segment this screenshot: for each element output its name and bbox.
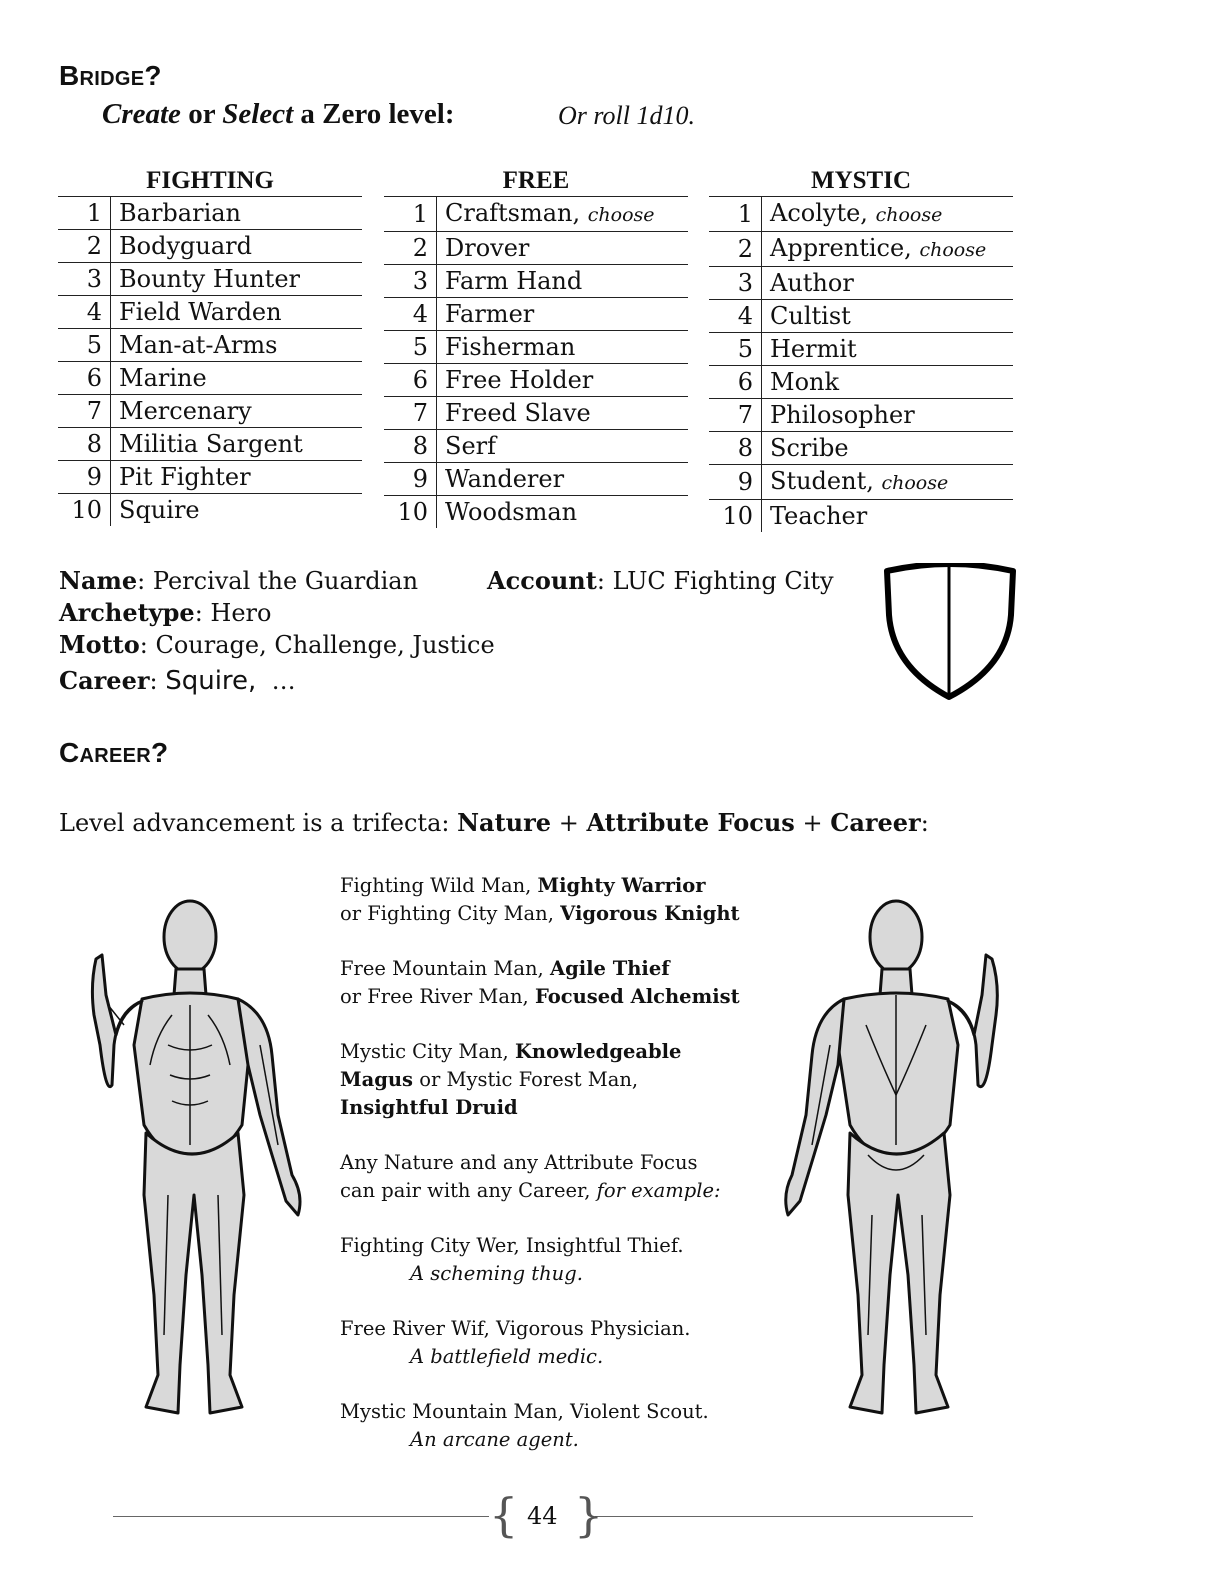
- career-option-label: Mercenary: [119, 397, 252, 425]
- fighting-table: [58, 166, 362, 526]
- combo-paragraph: [340, 872, 760, 928]
- career-option: [762, 500, 1014, 533]
- character-info: [59, 565, 495, 697]
- footer-rule-right: [595, 1516, 973, 1517]
- career-option: [111, 230, 363, 263]
- combos-column: [340, 872, 760, 1481]
- example-paragraph: [340, 1232, 760, 1288]
- roll-number: 10: [384, 496, 437, 529]
- combo-career: Insightful Druid: [340, 1096, 518, 1119]
- motto-value: Courage, Challenge, Justice: [155, 631, 495, 659]
- table-row: [709, 300, 1013, 333]
- example-text: Fighting City Wer, Insightful Thief.: [340, 1234, 684, 1257]
- choose-note: choose: [919, 239, 987, 261]
- career-option-label: Cultist: [770, 302, 851, 330]
- colon: :: [920, 809, 929, 837]
- career-option-label: Field Warden: [119, 298, 282, 326]
- table-row: [384, 331, 688, 364]
- career-option-label: Squire: [119, 496, 200, 524]
- roll-number: 8: [58, 428, 111, 461]
- career-option-label: Craftsman,: [445, 199, 581, 227]
- career-option: [762, 333, 1014, 366]
- career-label: Career: [59, 666, 150, 695]
- page-number: 44: [527, 1502, 558, 1530]
- career-option-label: Free Holder: [445, 366, 594, 394]
- zero-level-subheading: [102, 98, 454, 131]
- table-row: [58, 428, 362, 461]
- table-row: [384, 364, 688, 397]
- combo-career: Focused Alchemist: [534, 985, 740, 1008]
- name-value: Percival the Guardian: [152, 567, 419, 595]
- career-option: [762, 232, 1014, 267]
- combo-text: or Mystic Forest Man,: [419, 1068, 639, 1091]
- or-word: or: [188, 98, 216, 130]
- career-option-label: Serf: [445, 432, 496, 460]
- table-header: MYSTIC: [709, 166, 1013, 197]
- roll-number: 3: [384, 265, 437, 298]
- trifecta-intro: Level advancement is a trifecta:: [59, 809, 450, 837]
- career-option: [762, 300, 1014, 333]
- career-option-label: Man-at-Arms: [119, 331, 278, 359]
- career-option: [437, 463, 689, 496]
- table-row: [384, 197, 688, 232]
- anatomy-back-illustration: [772, 895, 1017, 1430]
- career-option-label: Militia Sargent: [119, 430, 303, 458]
- account-line: Account: LUC Fighting City: [487, 566, 834, 595]
- trifecta-sentence: [59, 808, 929, 837]
- career-option-label: Apprentice,: [770, 234, 912, 262]
- career-option: [762, 399, 1014, 432]
- career-option-label: Bodyguard: [119, 232, 252, 260]
- career-option: [111, 428, 363, 461]
- career-more: …: [271, 667, 296, 695]
- combo-career: Magus: [340, 1068, 414, 1091]
- career-option: [111, 461, 363, 494]
- combo-text: can pair with any Career,: [340, 1179, 591, 1202]
- roll-number: 4: [384, 298, 437, 331]
- example-text: Free River Wif, Vigorous Physician.: [340, 1317, 691, 1340]
- example-paragraph: [340, 1398, 760, 1454]
- roll-number: 7: [58, 395, 111, 428]
- career-option: [762, 432, 1014, 465]
- career-option-label: Author: [770, 269, 854, 297]
- roll-number: 6: [384, 364, 437, 397]
- roll-number: 2: [384, 232, 437, 265]
- career-option-label: Hermit: [770, 335, 857, 363]
- career-option: [762, 465, 1014, 500]
- footer-rule-left: [113, 1516, 489, 1517]
- roll-number: 10: [58, 494, 111, 527]
- table-row: [384, 265, 688, 298]
- roll-number: 3: [58, 263, 111, 296]
- roll-number: 6: [58, 362, 111, 395]
- career-option: [437, 496, 689, 529]
- roll-number: 10: [709, 500, 762, 533]
- plus-sign: +: [802, 809, 823, 837]
- career-option-label: Fisherman: [445, 333, 576, 361]
- free-table: [384, 166, 688, 528]
- table-row: [58, 263, 362, 296]
- account-label: Account: [487, 566, 597, 595]
- table-row: [58, 395, 362, 428]
- archetype-label: Archetype: [59, 598, 195, 627]
- section-heading-career: Career?: [59, 737, 169, 768]
- table-row: [709, 333, 1013, 366]
- career-option-label: Teacher: [770, 502, 868, 530]
- roll-note: Or roll 1d10.: [558, 101, 695, 130]
- roll-number: 8: [384, 430, 437, 463]
- roll-number: 9: [384, 463, 437, 496]
- career-option: [111, 494, 363, 527]
- archetype-value: Hero: [210, 599, 272, 627]
- table-row: [384, 430, 688, 463]
- career-line: Career: Squire, …: [59, 666, 296, 696]
- career-option-label: Freed Slave: [445, 399, 591, 427]
- career-option-label: Woodsman: [445, 498, 578, 526]
- career-option-label: Monk: [770, 368, 840, 396]
- career-option-label: Marine: [119, 364, 207, 392]
- example-paragraph: [340, 1315, 760, 1371]
- career-option-label: Scribe: [770, 434, 849, 462]
- footer-brace-left: {: [489, 1488, 519, 1542]
- example-text: Mystic Mountain Man, Violent Scout.: [340, 1400, 709, 1423]
- career-option: [111, 197, 363, 230]
- table-row: [384, 496, 688, 529]
- table-header: FIGHTING: [58, 166, 362, 197]
- combo-text: or Free River Man,: [340, 985, 529, 1008]
- table-row: [709, 232, 1013, 267]
- table-row: [58, 296, 362, 329]
- career-option: [111, 395, 363, 428]
- table-row: [58, 362, 362, 395]
- roll-number: 1: [384, 197, 437, 232]
- roll-number: 9: [709, 465, 762, 500]
- combo-text: or Fighting City Man,: [340, 902, 554, 925]
- roll-number: 1: [709, 197, 762, 232]
- career-option-label: Bounty Hunter: [119, 265, 300, 293]
- choose-note: choose: [875, 204, 943, 226]
- career-option-label: Philosopher: [770, 401, 915, 429]
- career-option: [111, 329, 363, 362]
- career-value: Squire,: [165, 666, 257, 696]
- career-option: [437, 232, 689, 265]
- career-option-label: Drover: [445, 234, 530, 262]
- combo-text: Fighting Wild Man,: [340, 874, 532, 897]
- mystic-table: [709, 166, 1013, 532]
- combo-career: Knowledgeable: [514, 1040, 682, 1063]
- combo-career: Mighty Warrior: [537, 874, 706, 897]
- roll-number: 5: [384, 331, 437, 364]
- combo-career: Agile Thief: [549, 957, 670, 980]
- combo-paragraph: [340, 955, 760, 1011]
- career-option: [437, 397, 689, 430]
- table-row: [709, 399, 1013, 432]
- nature-term: Nature: [457, 808, 552, 837]
- zero-level-rest: a Zero level:: [300, 98, 455, 130]
- combo-text: Any Nature and any Attribute Focus: [340, 1151, 698, 1174]
- career-option: [437, 430, 689, 463]
- table-row: [709, 432, 1013, 465]
- career-option-label: Farmer: [445, 300, 535, 328]
- table-row: [58, 494, 362, 527]
- career-option-label: Farm Hand: [445, 267, 583, 295]
- table-row: [58, 197, 362, 230]
- roll-number: 7: [384, 397, 437, 430]
- table-row: [709, 267, 1013, 300]
- roll-number: 2: [709, 232, 762, 267]
- table-row: [384, 463, 688, 496]
- archetype-line: Archetype: Hero: [59, 598, 272, 627]
- choose-note: choose: [881, 472, 949, 494]
- account-value: LUC Fighting City: [612, 567, 834, 595]
- table-header: FREE: [384, 166, 688, 197]
- select-word: Select: [222, 98, 294, 130]
- shield-icon: [883, 563, 1017, 703]
- career-option-label: Acolyte,: [770, 199, 868, 227]
- table-row: [384, 298, 688, 331]
- table-row: [709, 500, 1013, 533]
- example-description: A scheming thug.: [410, 1262, 583, 1285]
- career-option: [762, 197, 1014, 232]
- career-option: [437, 331, 689, 364]
- table-row: [709, 366, 1013, 399]
- motto-label: Motto: [59, 630, 140, 659]
- name-label: Name: [59, 566, 138, 595]
- career-option: [437, 265, 689, 298]
- table-row: [58, 461, 362, 494]
- roll-number: 5: [58, 329, 111, 362]
- anatomy-front-illustration: [72, 895, 317, 1430]
- create-word: Create: [102, 98, 181, 130]
- combo-paragraph: [340, 1149, 760, 1205]
- plus-sign: +: [558, 809, 579, 837]
- career-option: [762, 366, 1014, 399]
- table-row: [384, 397, 688, 430]
- combo-text: Mystic City Man,: [340, 1040, 509, 1063]
- roll-number: 9: [58, 461, 111, 494]
- table-row: [384, 232, 688, 265]
- career-option-label: Student,: [770, 467, 874, 495]
- career-option: [111, 296, 363, 329]
- career-option: [437, 197, 689, 232]
- combo-career: Vigorous Knight: [560, 902, 740, 925]
- career-term: Career: [830, 808, 921, 837]
- roll-number: 4: [709, 300, 762, 333]
- combo-paragraph: [340, 1038, 760, 1122]
- career-option: [437, 298, 689, 331]
- roll-number: 2: [58, 230, 111, 263]
- table-row: [58, 230, 362, 263]
- combo-text: Free Mountain Man,: [340, 957, 544, 980]
- choose-note: choose: [587, 204, 655, 226]
- table-row: [709, 465, 1013, 500]
- roll-number: 7: [709, 399, 762, 432]
- roll-number: 6: [709, 366, 762, 399]
- career-option-label: Barbarian: [119, 199, 242, 227]
- motto-line: Motto: Courage, Challenge, Justice: [59, 630, 495, 659]
- attribute-focus-term: Attribute Focus: [586, 808, 795, 837]
- career-option-label: Pit Fighter: [119, 463, 251, 491]
- example-description: An arcane agent.: [410, 1428, 579, 1451]
- footer-brace-right: }: [574, 1488, 604, 1542]
- roll-number: 8: [709, 432, 762, 465]
- roll-number: 4: [58, 296, 111, 329]
- career-option: [437, 364, 689, 397]
- section-heading-bridge: Bridge?: [59, 60, 162, 91]
- roll-number: 5: [709, 333, 762, 366]
- roll-number: 3: [709, 267, 762, 300]
- table-row: [709, 197, 1013, 232]
- career-option: [111, 362, 363, 395]
- career-option: [762, 267, 1014, 300]
- roll-number: 1: [58, 197, 111, 230]
- combo-example-label: for example:: [596, 1179, 721, 1202]
- table-row: [58, 329, 362, 362]
- career-option-label: Wanderer: [445, 465, 565, 493]
- name-line: Name: Percival the Guardian: [59, 566, 419, 595]
- example-description: A battlefield medic.: [410, 1345, 604, 1368]
- career-option: [111, 263, 363, 296]
